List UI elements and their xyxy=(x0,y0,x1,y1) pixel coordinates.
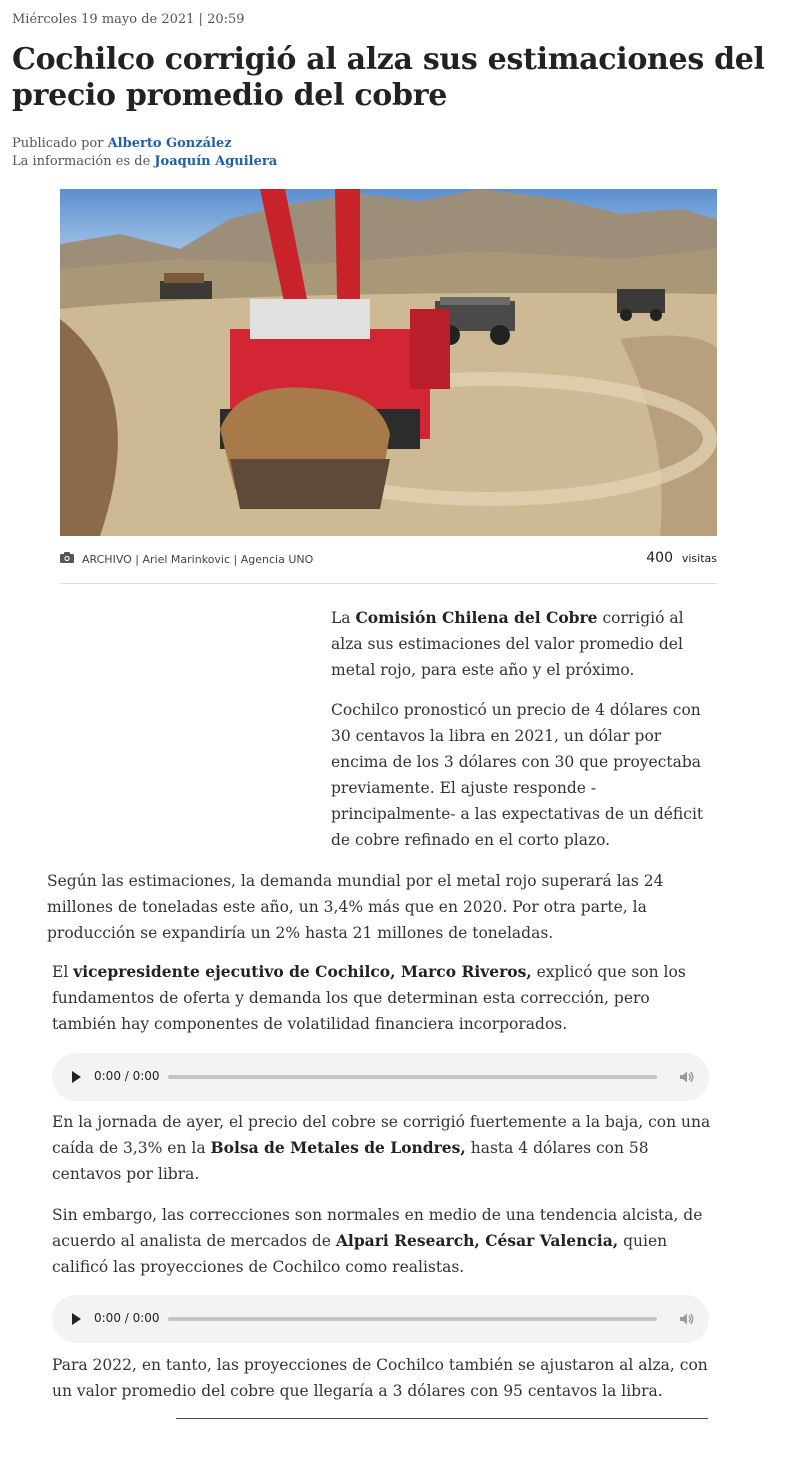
audio-progress-track[interactable] xyxy=(168,1317,657,1321)
paragraph-6: Sin embargo, las correcciones son normales en medio de una tendencia alcista, de acuerdo al analista de mercados de Alpari Research, César Valencia, quien calificó las proyecciones de Cochilco como realistas. xyxy=(52,1206,703,1276)
paragraph-4: El vicepresidente ejecutivo de Cochilco, Marco Riveros, explicó que son los fundamentos de oferta y demanda los que determinan esta corrección, pero también hay componentes de volatilidad financiera incorporados. xyxy=(52,962,686,1033)
image-caption xyxy=(60,550,717,570)
caption-divider xyxy=(60,583,717,584)
info-label: La información es de xyxy=(12,154,151,169)
views-count: 400 xyxy=(646,550,673,566)
play-icon[interactable] xyxy=(72,1071,81,1083)
paragraph-2: Cochilco pronosticó un precio de 4 dólares con 30 centavos la libra en 2021, un dólar por encima de los 3 dólares con 30 que proyectaba previamente. El ajuste responde -principalmente- a las expectativas de un déficit de cobre refinado en el corto plazo. xyxy=(331,701,704,849)
bold-alpari: Alpari Research, César Valencia, xyxy=(335,1231,619,1250)
volume-icon[interactable] xyxy=(678,1311,694,1327)
bold-vicepresident: vicepresidente ejecutivo de Cochilco, Marco Riveros, xyxy=(73,962,532,981)
audio-player-2 xyxy=(52,1295,709,1343)
play-icon[interactable] xyxy=(72,1313,81,1325)
footer-divider xyxy=(176,1418,708,1419)
info-line xyxy=(12,153,277,171)
article-title: Cochilco corrigió al alza sus estimaciones del precio promedio del cobre xyxy=(12,42,765,113)
published-by-line xyxy=(12,135,277,153)
audio-player-1 xyxy=(52,1053,709,1101)
bold-commission: Comisión Chilena del Cobre xyxy=(355,608,598,627)
byline xyxy=(12,135,277,171)
paragraph-3: Según las estimaciones, la demanda mundial por el metal rojo superará las 24 millones de toneladas este año, un 3,4% más que en 2020. Por otra parte, la producción se expandiría un 2% hasta 21 millones de toneladas. xyxy=(47,872,664,942)
paragraph-1: La Comisión Chilena del Cobre corrigió al alza sus estimaciones del valor promedio del metal rojo, para este año y el próximo. xyxy=(331,608,684,679)
photo-credit: ARCHIVO | Ariel Marinkovic | Agencia UNO xyxy=(82,553,314,566)
mining-photo xyxy=(60,189,717,536)
audio-progress-track[interactable] xyxy=(168,1075,657,1079)
hero-image xyxy=(60,189,717,536)
info-author-link[interactable]: Joaquín Aguilera xyxy=(154,154,278,169)
audio-time: 0:00 / 0:00 xyxy=(94,1069,160,1083)
paragraph-7: Para 2022, en tanto, las proyecciones de Cochilco también se ajustaron al alza, con un valor promedio del cobre que llegaría a 3 dólares con 95 centavos la libra. xyxy=(52,1356,708,1400)
volume-icon[interactable] xyxy=(678,1069,694,1085)
author-link[interactable]: Alberto González xyxy=(107,136,232,151)
bold-lme: Bolsa de Metales de Londres, xyxy=(210,1138,466,1157)
published-label: Publicado por xyxy=(12,136,104,151)
audio-time: 0:00 / 0:00 xyxy=(94,1311,160,1325)
views-label: visitas xyxy=(681,552,717,565)
paragraph-5: En la jornada de ayer, el precio del cobre se corrigió fuertemente a la baja, con una caída de 3,3% en la Bolsa de Metales de Londres, hasta 4 dólares con 58 centavos por libra. xyxy=(52,1113,711,1183)
camera-icon xyxy=(60,552,74,563)
article-date: Miércoles 19 mayo de 2021 | 20:59 xyxy=(12,12,245,27)
